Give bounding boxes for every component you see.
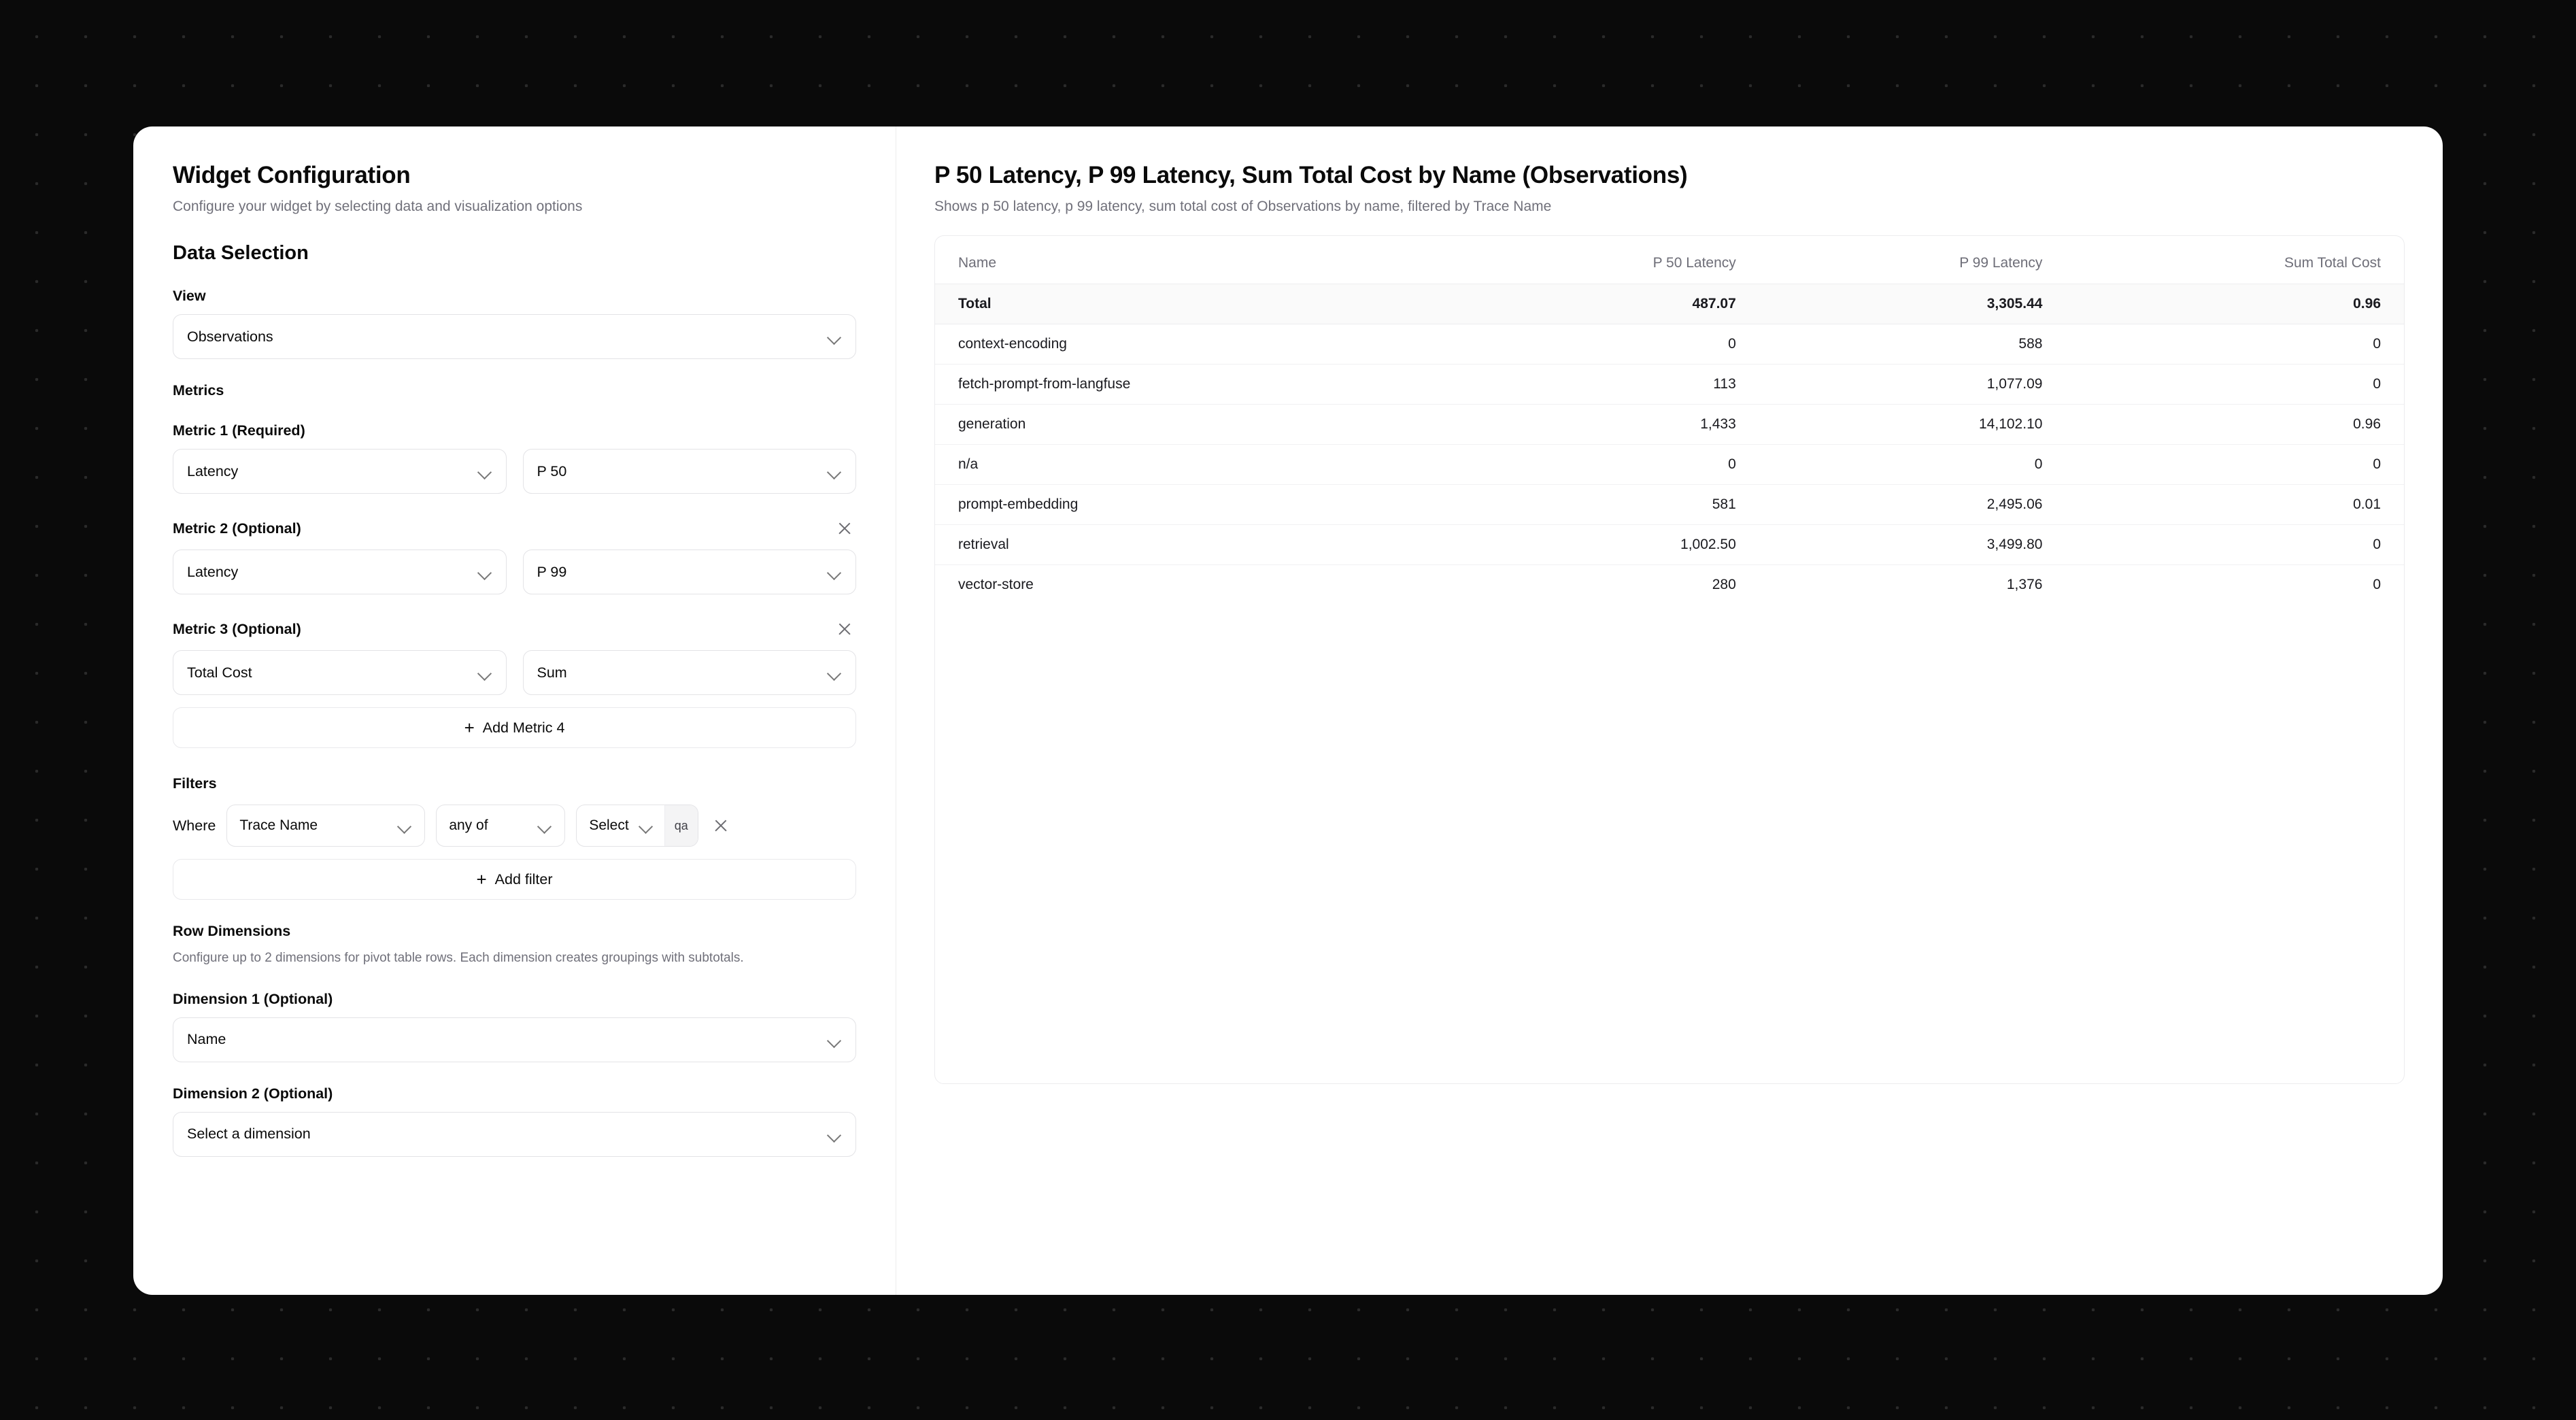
table-header-row	[935, 247, 2404, 284]
view-select-value: Observations	[187, 328, 273, 345]
remove-metric-2-button[interactable]	[833, 517, 856, 540]
column-header-p99[interactable]: P 99 Latency	[1959, 255, 2043, 271]
column-header-cost[interactable]: Sum Total Cost	[2284, 255, 2381, 271]
filters-heading: Filters	[173, 775, 217, 792]
cell-cost: 0.96	[2065, 284, 2404, 324]
chevron-down-icon	[827, 665, 842, 680]
cell-p99: 0	[1759, 445, 2066, 485]
preview-panel	[896, 126, 2443, 1295]
chevron-down-icon	[827, 564, 842, 579]
filter-operator-value: any of	[449, 817, 488, 833]
page-subtitle: Configure your widget by selecting data and visualization options	[173, 199, 583, 214]
cell-name: prompt-embedding	[935, 485, 1453, 525]
cell-p50: 487.07	[1453, 284, 1759, 324]
pivot-table	[935, 247, 2404, 605]
add-filter-button[interactable]	[173, 859, 856, 900]
cell-p99: 1,077.09	[1759, 365, 2066, 405]
filter-column-value: Trace Name	[239, 817, 318, 833]
cell-name: n/a	[935, 445, 1453, 485]
filter-column-select[interactable]	[226, 805, 425, 847]
metric-1-label: Metric 1 (Required)	[173, 422, 305, 439]
cell-p50: 280	[1453, 565, 1759, 605]
chevron-down-icon	[827, 1032, 842, 1047]
metric-2-header	[173, 517, 856, 540]
metric-1-header	[173, 422, 856, 439]
metric-3-header	[173, 618, 856, 641]
metric-1-aggregation-value: P 50	[537, 462, 567, 479]
chevron-down-icon	[477, 665, 492, 680]
metric-3-label: Metric 3 (Optional)	[173, 620, 301, 637]
cell-p99: 14,102.10	[1759, 405, 2066, 445]
cell-cost: 0	[2065, 365, 2404, 405]
cell-cost: 0.01	[2065, 485, 2404, 525]
table-row	[935, 445, 2404, 485]
row-dimensions-heading: Row Dimensions	[173, 923, 291, 939]
column-header-p50[interactable]: P 50 Latency	[1653, 255, 1736, 271]
filter-value-input[interactable]	[664, 805, 698, 846]
preview-subtitle: Shows p 50 latency, p 99 latency, sum total cost of Observations by name, filtered by Trace Name	[934, 199, 1552, 214]
dimension-2-select[interactable]	[173, 1112, 856, 1157]
chevron-down-icon	[477, 464, 492, 479]
metric-3-aggregation-value: Sum	[537, 664, 567, 681]
remove-metric-3-button[interactable]	[833, 618, 856, 641]
pivot-table-header	[935, 247, 2404, 284]
metric-2-label: Metric 2 (Optional)	[173, 520, 301, 537]
dimension-2-label: Dimension 2 (Optional)	[173, 1085, 333, 1102]
chevron-down-icon	[827, 1127, 842, 1142]
cell-cost: 0	[2065, 565, 2404, 605]
view-label: View	[173, 288, 206, 304]
data-selection-heading: Data Selection	[173, 242, 309, 264]
cell-cost: 0	[2065, 525, 2404, 565]
cell-name: generation	[935, 405, 1453, 445]
metric-3-aggregation-select[interactable]	[523, 650, 857, 695]
dimension-1-value: Name	[187, 1031, 226, 1048]
filter-value-tag: qa	[674, 818, 688, 832]
table-row	[935, 405, 2404, 445]
dimension-1-label: Dimension 1 (Optional)	[173, 990, 333, 1007]
chevron-down-icon	[827, 329, 842, 344]
filter-value-select[interactable]	[577, 805, 664, 846]
cell-name: Total	[935, 284, 1453, 324]
pivot-table-container	[934, 235, 2405, 1084]
dimension-2-value: Select a dimension	[187, 1126, 311, 1143]
cell-name: vector-store	[935, 565, 1453, 605]
cell-p50: 0	[1453, 445, 1759, 485]
add-filter-label: Add filter	[494, 870, 553, 888]
chevron-down-icon	[639, 818, 654, 833]
cell-p50: 113	[1453, 365, 1759, 405]
add-metric-label: Add Metric 4	[482, 719, 565, 736]
metric-2-aggregation-value: P 99	[537, 563, 567, 580]
table-row	[935, 525, 2404, 565]
metric-1-row	[173, 449, 856, 494]
table-row	[935, 365, 2404, 405]
chevron-down-icon	[537, 818, 552, 833]
dimension-1-select[interactable]	[173, 1017, 856, 1062]
table-row	[935, 485, 2404, 525]
filter-where-label: Where	[173, 817, 216, 834]
pivot-table-body	[935, 284, 2404, 605]
cell-p99: 3,499.80	[1759, 525, 2066, 565]
metric-1-aggregation-select[interactable]	[523, 449, 857, 494]
metric-3-row	[173, 650, 856, 695]
column-header-name[interactable]: Name	[958, 255, 997, 271]
chevron-down-icon	[477, 564, 492, 579]
cell-p99: 1,376	[1759, 565, 2066, 605]
cell-p99: 3,305.44	[1759, 284, 2066, 324]
cell-cost: 0	[2065, 324, 2404, 365]
row-dimensions-hint: Configure up to 2 dimensions for pivot table rows. Each dimension creates groupings with subtotals.	[173, 951, 744, 965]
table-row	[935, 284, 2404, 324]
remove-filter-button[interactable]	[709, 814, 732, 837]
plus-icon: +	[464, 717, 475, 738]
cell-name: context-encoding	[935, 324, 1453, 365]
plus-icon: +	[476, 869, 487, 890]
metric-2-measure-select[interactable]	[173, 550, 507, 594]
metric-1-measure-value: Latency	[187, 462, 239, 479]
filter-value-placeholder: Select	[589, 817, 629, 833]
widget-configuration-card	[133, 126, 2443, 1295]
metric-3-measure-value: Total Cost	[187, 664, 252, 681]
page-title: Widget Configuration	[173, 162, 411, 188]
cell-p50: 1,433	[1453, 405, 1759, 445]
cell-p50: 581	[1453, 485, 1759, 525]
chevron-down-icon	[397, 818, 412, 833]
metric-2-aggregation-select[interactable]	[523, 550, 857, 594]
metrics-heading: Metrics	[173, 382, 224, 399]
cell-cost: 0	[2065, 445, 2404, 485]
cell-cost: 0.96	[2065, 405, 2404, 445]
metric-2-row	[173, 550, 856, 594]
filter-value-combobox[interactable]	[576, 805, 698, 847]
cell-p99: 2,495.06	[1759, 485, 2066, 525]
metric-3-measure-select[interactable]	[173, 650, 507, 695]
metric-2-measure-value: Latency	[187, 563, 239, 580]
filter-operator-select[interactable]	[436, 805, 565, 847]
cell-p50: 1,002.50	[1453, 525, 1759, 565]
filter-row	[173, 805, 856, 847]
cell-p99: 588	[1759, 324, 2066, 365]
table-row	[935, 324, 2404, 365]
view-select[interactable]	[173, 314, 856, 359]
cell-name: fetch-prompt-from-langfuse	[935, 365, 1453, 405]
cell-name: retrieval	[935, 525, 1453, 565]
configuration-panel	[133, 126, 896, 1295]
add-metric-button[interactable]	[173, 707, 856, 748]
table-row	[935, 565, 2404, 605]
preview-title: P 50 Latency, P 99 Latency, Sum Total Cost by Name (Observations)	[934, 162, 1688, 188]
metric-1-measure-select[interactable]	[173, 449, 507, 494]
cell-p50: 0	[1453, 324, 1759, 365]
chevron-down-icon	[827, 464, 842, 479]
